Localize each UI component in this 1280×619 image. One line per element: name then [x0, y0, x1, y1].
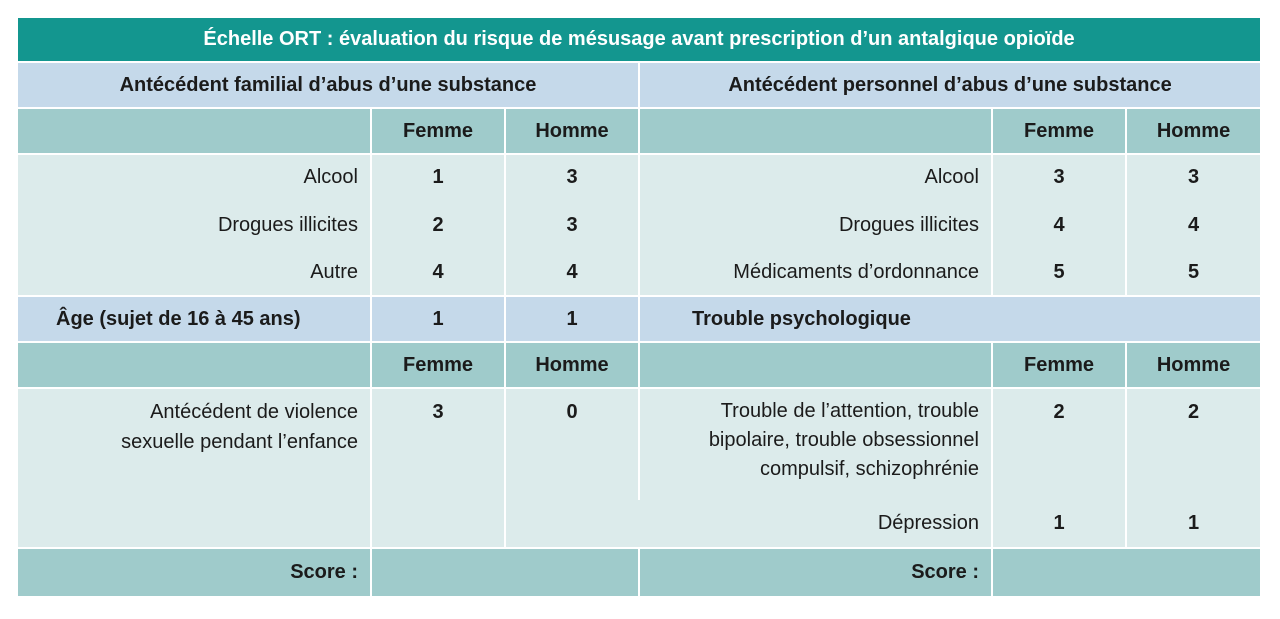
table-row [18, 250, 1260, 296]
age-label: Âge (sujet de 16 à 45 ans) [18, 296, 371, 342]
col-femme-header: Femme [992, 108, 1126, 154]
psych-label-line: compulsif, schizophrénie [760, 458, 979, 480]
col-homme-header: Homme [1126, 108, 1260, 154]
table-row [18, 200, 1260, 250]
title-row [18, 18, 1260, 62]
score-row [18, 548, 1260, 596]
personal-history-heading: Antécédent personnel d’abus d’une substance [639, 62, 1260, 108]
empty-header-cell [639, 108, 992, 154]
personal-femme-value: 3 [992, 154, 1126, 200]
score-label: Score : [18, 548, 371, 596]
age-homme-value: 1 [505, 296, 639, 342]
personal-femme-value: 4 [992, 200, 1126, 250]
col-homme-header: Homme [505, 342, 639, 388]
personal-homme-value: 4 [1126, 200, 1260, 250]
personal-homme-value: 5 [1126, 250, 1260, 296]
col-homme-header: Homme [505, 108, 639, 154]
col-homme-header: Homme [1126, 342, 1260, 388]
psych-label-line: bipolaire, trouble obsessionnel [708, 429, 979, 451]
family-homme-value: 4 [505, 250, 639, 296]
family-femme-value: 1 [371, 154, 505, 200]
empty-header-cell [639, 342, 992, 388]
family-homme-value: 3 [505, 154, 639, 200]
psych-homme-value: 2 [1126, 388, 1260, 500]
psych-item-label: Dépression [639, 500, 992, 548]
psych-femme-value: 1 [992, 500, 1126, 548]
violence-label-line: Antécédent de violence [150, 401, 358, 423]
psych-femme-value: 2 [992, 388, 1126, 500]
column-header-row [18, 108, 1260, 154]
col-femme-header: Femme [371, 108, 505, 154]
psych-homme-value: 1 [1126, 500, 1260, 548]
section-header-row [18, 62, 1260, 108]
column-header-row [18, 342, 1260, 388]
violence-label [18, 388, 371, 548]
personal-homme-value: 3 [1126, 154, 1260, 200]
empty-header-cell [18, 108, 371, 154]
violence-homme-value: 0 [505, 388, 639, 548]
col-femme-header: Femme [371, 342, 505, 388]
family-femme-value: 2 [371, 200, 505, 250]
family-item-label: Autre [18, 250, 371, 296]
age-femme-value: 1 [371, 296, 505, 342]
personal-femme-value: 5 [992, 250, 1126, 296]
family-item-label: Drogues illicites [18, 200, 371, 250]
score-input-cell[interactable] [992, 548, 1260, 596]
psych-label-line: Trouble de l’attention, trouble [720, 400, 979, 422]
psych-heading: Trouble psychologique [639, 296, 1260, 342]
personal-item-label: Drogues illicites [639, 200, 992, 250]
table-row [18, 388, 1260, 500]
score-input-cell[interactable] [371, 548, 639, 596]
age-row [18, 296, 1260, 342]
family-history-heading: Antécédent familial d’abus d’une substance [18, 62, 639, 108]
family-item-label: Alcool [18, 154, 371, 200]
family-homme-value: 3 [505, 200, 639, 250]
psych-item-label [639, 388, 992, 500]
col-femme-header: Femme [992, 342, 1126, 388]
empty-header-cell [18, 342, 371, 388]
ort-table [18, 18, 1260, 596]
table-title: Échelle ORT : évaluation du risque de mésusage avant prescription d’un antalgique opioïde [18, 18, 1260, 62]
violence-femme-value: 3 [371, 388, 505, 548]
personal-item-label: Médicaments d’ordonnance [639, 250, 992, 296]
table-row [18, 154, 1260, 200]
family-femme-value: 4 [371, 250, 505, 296]
violence-label-line: sexuelle pendant l’enfance [121, 431, 358, 453]
personal-item-label: Alcool [639, 154, 992, 200]
score-label: Score : [639, 548, 992, 596]
